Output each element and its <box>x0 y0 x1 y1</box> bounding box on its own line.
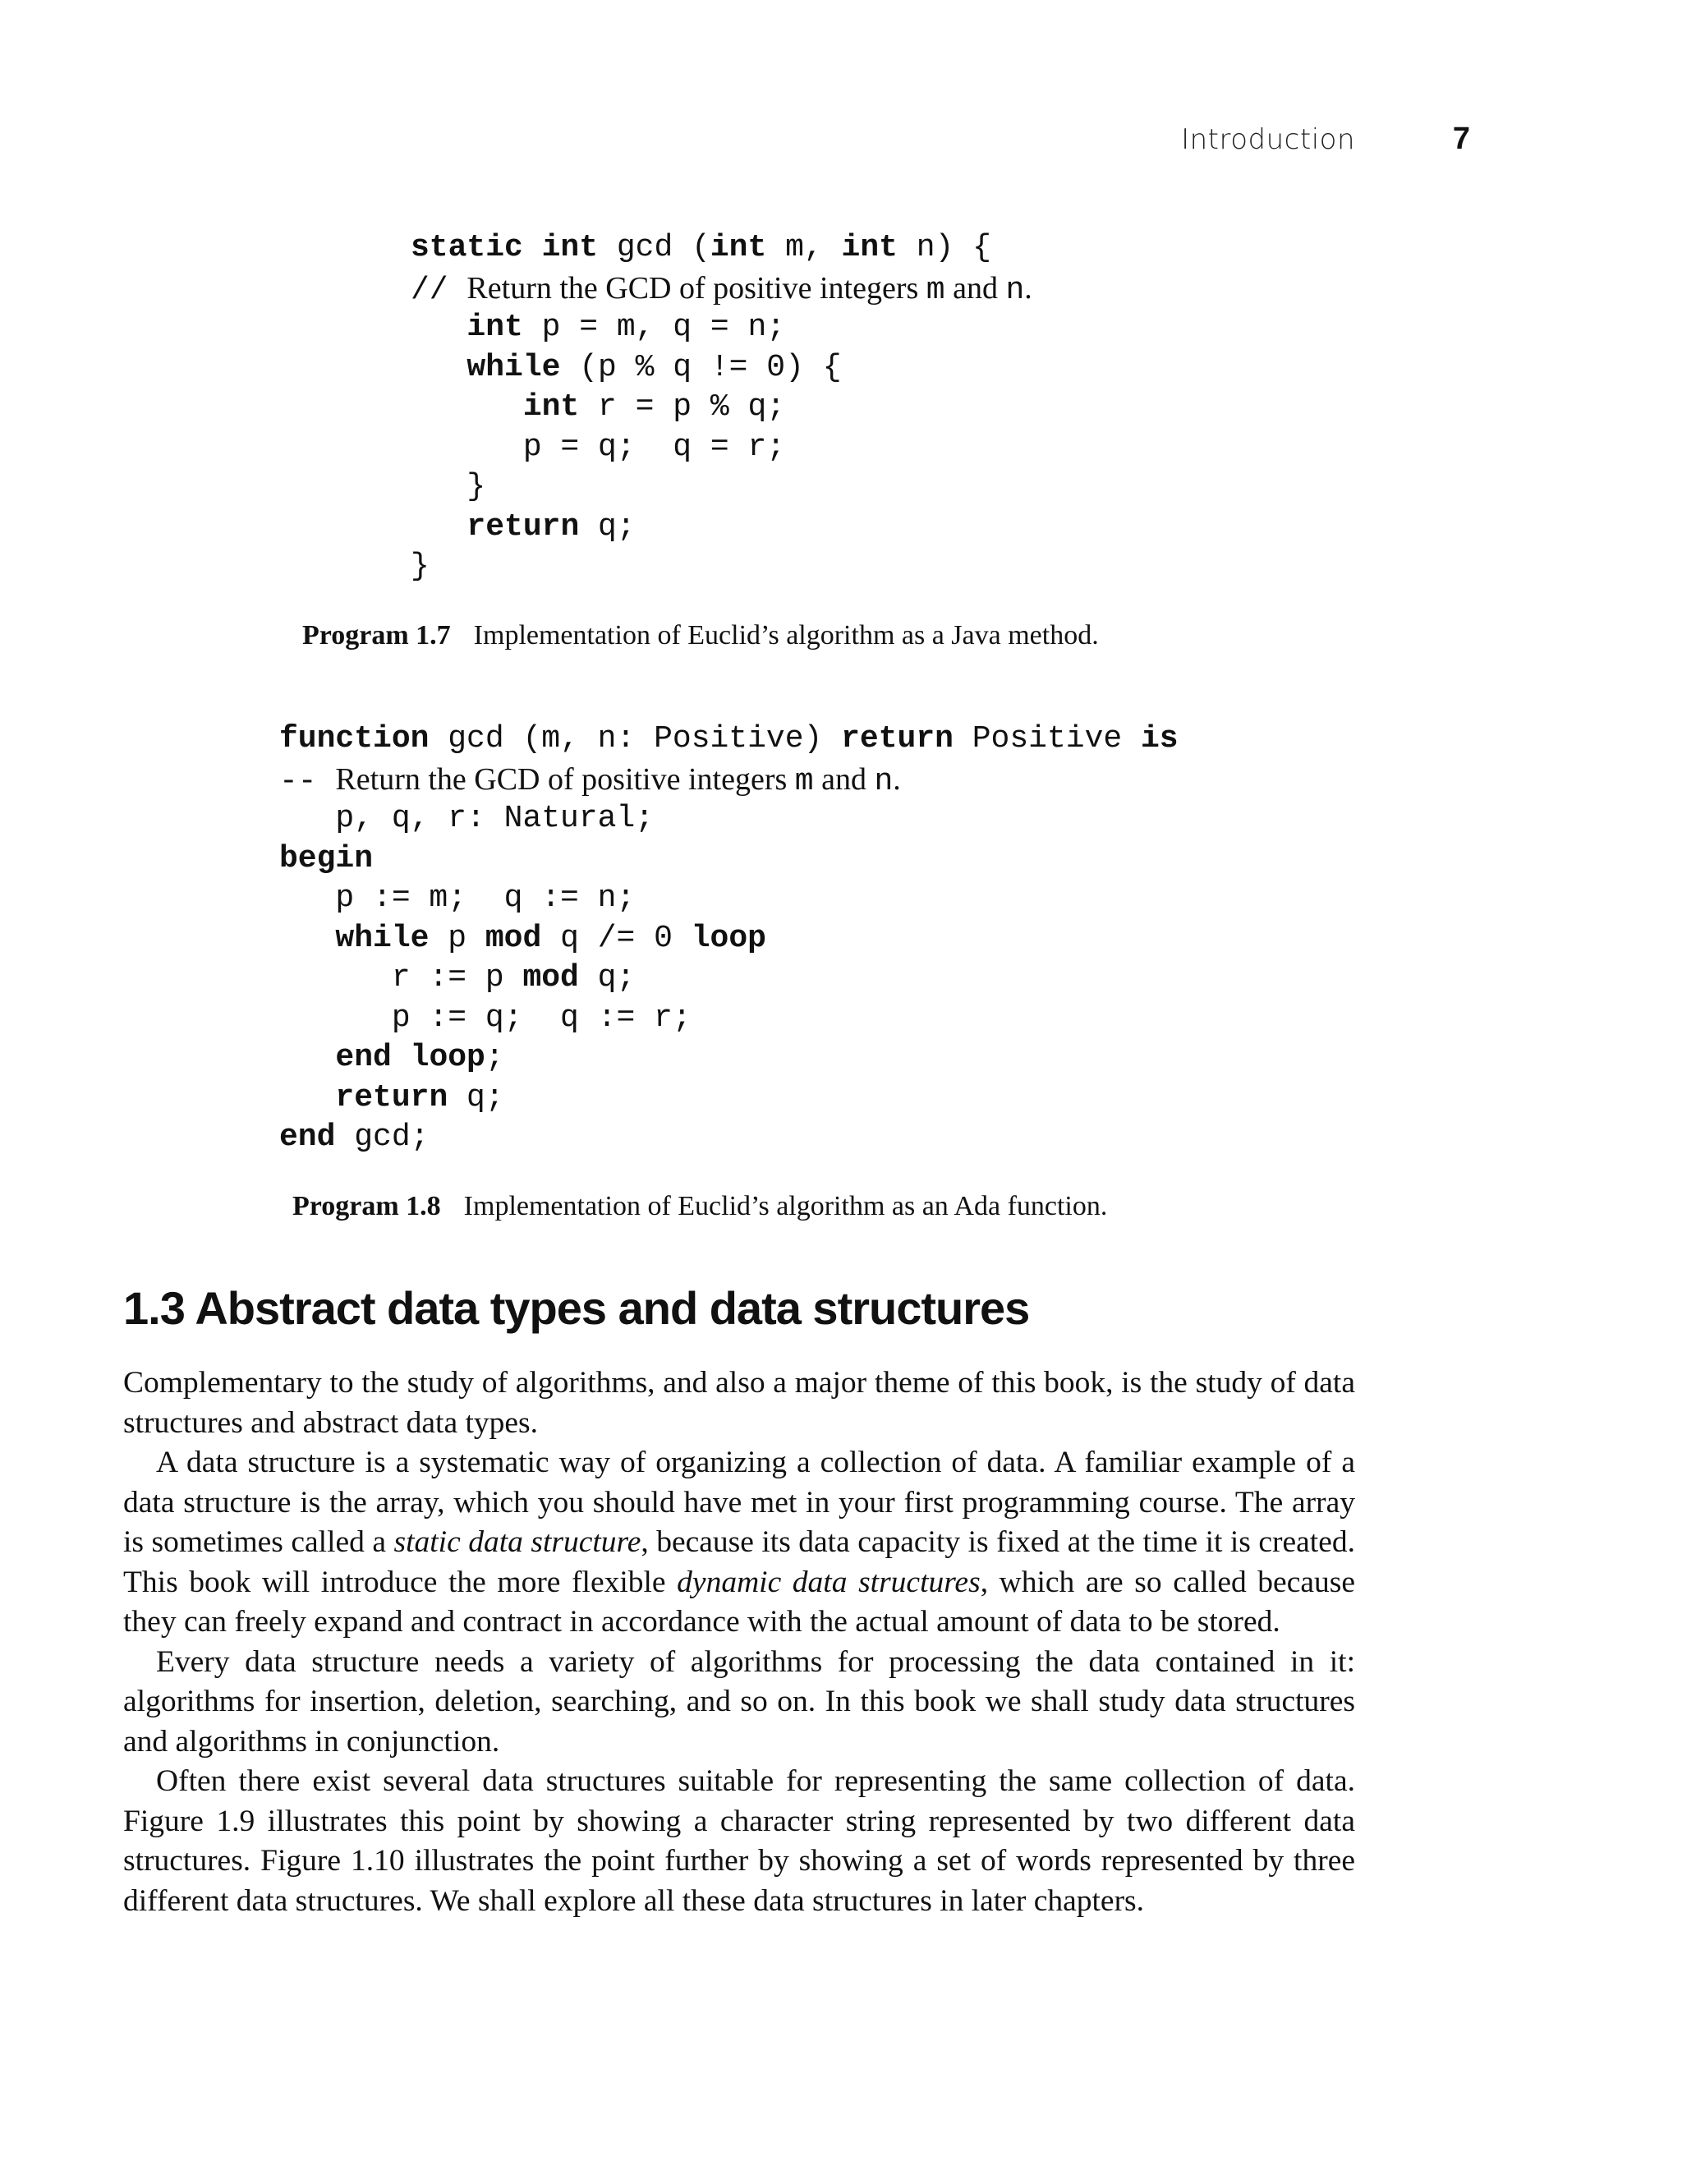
code-text: m <box>794 763 814 799</box>
code-line <box>279 1078 1179 1119</box>
code-line <box>411 508 1032 548</box>
code-keyword: static int <box>411 230 599 265</box>
code-text: (p % q != 0) { <box>560 349 842 385</box>
code-text: p, q, r: Natural; <box>279 801 655 836</box>
body-paragraph <box>123 1643 1355 1763</box>
code-line <box>279 999 1179 1039</box>
code-comment-text: . <box>893 761 901 797</box>
caption-program-1-7 <box>302 620 1099 651</box>
code-keyword: mod <box>485 920 542 956</box>
code-text: gcd (m, n: Positive) <box>429 721 842 756</box>
code-line <box>411 228 1032 269</box>
code-keyword: while <box>335 920 430 956</box>
code-keyword: begin <box>279 840 374 876</box>
code-text: q /= 0 <box>541 920 692 956</box>
section-body <box>123 1363 1355 1921</box>
code-text: q; <box>448 1079 504 1115</box>
code-keyword: loop <box>691 920 766 956</box>
code-keyword: return <box>335 1079 448 1115</box>
code-text: p <box>429 920 485 956</box>
code-line <box>279 839 1179 880</box>
page-number: 7 <box>1452 122 1470 156</box>
code-text: p := q; q := r; <box>279 1000 692 1036</box>
paragraph-text: Every data structure needs a variety of algorithms for processing the data contained in it: algorithms for insertion, deletion, searching, and so on. In this book we shall study data structures and algorithms in conjunction. <box>123 1644 1355 1759</box>
code-text: } <box>411 469 486 504</box>
code-line <box>411 308 1032 348</box>
code-line <box>279 720 1179 760</box>
code-text: p := m; q := n; <box>279 880 636 916</box>
code-line <box>411 428 1032 468</box>
paragraph-text: Often there exist several data structures suitable for representing the same collection of data. Figure 1.9 illustrates this point by showing a character string represented by two different data structures. Figure 1.10 illustrates the point further by showing a set of words represented by three different data structures. We shall explore all these data structures in later chapters. <box>123 1764 1355 1918</box>
caption-text: Implementation of Euclid’s algorithm as a Java method. <box>473 620 1099 651</box>
paragraph-text: A data structure is a systematic way of organizing a collection of data. A familiar example of a data structure is the array, which you should have met in your first programming course. The array is sometimes called a <box>123 1446 1355 1559</box>
code-line <box>279 919 1179 959</box>
code-keyword: int <box>522 389 580 425</box>
section-heading: 1.3 Abstract data types and data structures <box>123 1282 1030 1334</box>
code-line <box>411 467 1032 508</box>
body-paragraph <box>123 1363 1355 1443</box>
body-paragraph <box>123 1762 1355 1921</box>
code-text: r := p <box>279 960 523 995</box>
code-text: m <box>926 272 945 308</box>
code-text: -- <box>279 763 336 799</box>
code-text: gcd ( <box>598 230 710 265</box>
paragraph-text: , which are so called because they can freely expand and contract in accordance with the actual amount of data to be stored. <box>123 1565 1355 1639</box>
code-line <box>279 1038 1179 1078</box>
code-keyword: int <box>841 230 898 265</box>
code-keyword: is <box>1141 721 1179 756</box>
code-keyword: mod <box>522 960 579 995</box>
code-text: q; <box>578 960 636 995</box>
code-text: p = m, q = n; <box>522 310 786 345</box>
code-line <box>411 547 1032 587</box>
code-line <box>411 269 1032 309</box>
code-line <box>279 879 1179 919</box>
code-keyword: while <box>466 349 561 385</box>
paragraph-text: , because its data capacity is fixed at the time it is created. This book will introduce the more flexible <box>123 1525 1355 1599</box>
code-text: n <box>1005 272 1025 308</box>
code-text: m, <box>766 230 842 265</box>
code-keyword: return <box>841 721 954 756</box>
code-comment-text: Return the GCD of positive integers <box>335 761 795 797</box>
code-keyword: return <box>466 508 580 545</box>
code-line <box>279 760 1179 800</box>
code-text: n) { <box>897 230 991 265</box>
caption-program-1-8 <box>292 1191 1107 1222</box>
code-listing-program-1-7 <box>411 228 1032 587</box>
code-text <box>411 310 466 345</box>
code-listing-program-1-8 <box>279 720 1179 1158</box>
code-text: r = p % q; <box>579 389 786 425</box>
code-comment-text: and <box>813 761 875 797</box>
code-keyword: int <box>710 230 767 265</box>
code-line <box>411 348 1032 389</box>
code-line <box>279 799 1179 839</box>
code-line <box>279 959 1179 999</box>
code-text <box>279 921 335 956</box>
emphasized-term: static data structure <box>393 1525 641 1559</box>
caption-number: Program 1.7 <box>302 620 451 651</box>
running-head-section: Introduction <box>1181 123 1355 156</box>
paragraph-text: Complementary to the study of algorithms, and also a major theme of this book, is the study of data structures and abstract data types. <box>123 1366 1355 1440</box>
emphasized-term: dynamic data structures <box>677 1565 981 1599</box>
code-text: n <box>874 763 894 799</box>
code-text: gcd; <box>335 1120 430 1155</box>
code-text <box>411 389 523 425</box>
code-keyword: function <box>279 721 430 756</box>
body-paragraph <box>123 1443 1355 1643</box>
code-text: ; <box>485 1040 504 1075</box>
code-keyword: end loop <box>335 1040 485 1075</box>
caption-number: Program 1.8 <box>292 1191 441 1221</box>
code-text <box>411 509 466 545</box>
code-keyword: end <box>279 1120 336 1155</box>
code-text: // <box>411 272 467 308</box>
running-head <box>0 123 1536 164</box>
code-text <box>411 350 466 385</box>
code-text: q; <box>579 508 636 545</box>
code-comment-text: . <box>1024 270 1032 306</box>
code-comment-text: and <box>944 270 1006 306</box>
code-text <box>279 1040 335 1075</box>
code-comment-text: Return the GCD of positive integers <box>466 270 926 306</box>
code-line <box>279 1118 1179 1158</box>
caption-text: Implementation of Euclid’s algorithm as an Ada function. <box>463 1191 1108 1221</box>
code-text: p = q; q = r; <box>411 429 786 465</box>
code-text: Positive <box>953 721 1141 756</box>
code-keyword: int <box>466 310 523 345</box>
code-line <box>411 388 1032 428</box>
code-text: } <box>411 549 430 584</box>
code-text <box>279 1080 335 1115</box>
